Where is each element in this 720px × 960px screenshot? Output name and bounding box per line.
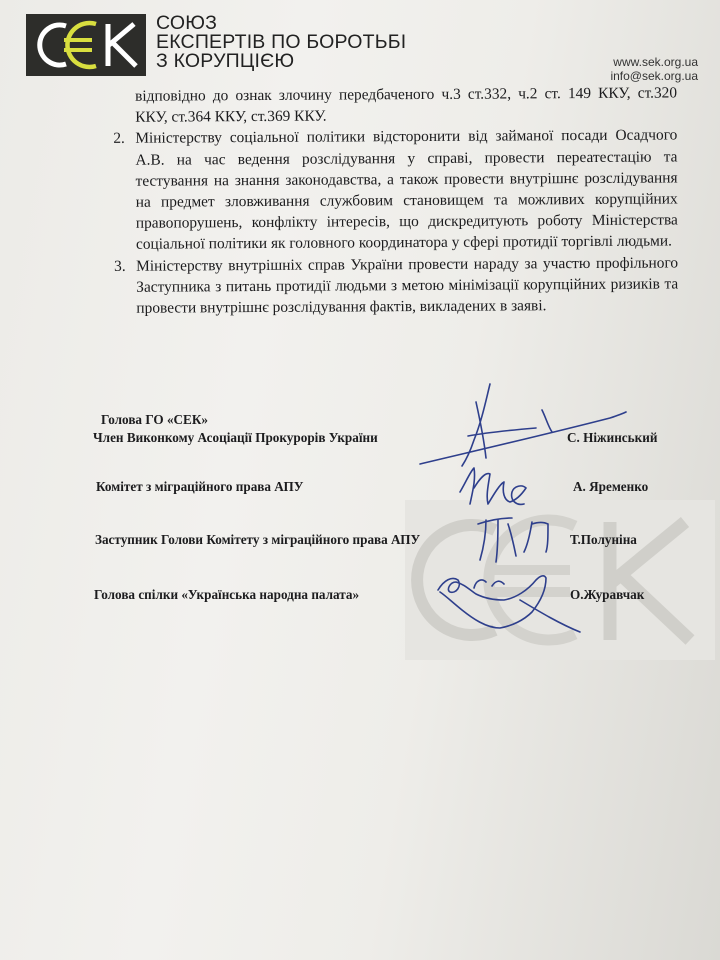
signature-3	[478, 518, 548, 562]
org-name-line: З КОРУПЦІЄЮ	[156, 50, 295, 72]
signature-2	[460, 468, 526, 504]
signatory-title: Член Виконкому Асоціації Прокурорів України	[93, 430, 378, 445]
continuation-paragraph: відповідно до ознак злочину передбаченого ч.3 ст.332, ч.2 ст. 149 ККУ, ст.320 ККУ, ст.364 ККУ, ст.369 ККУ.	[135, 84, 678, 126]
item-text: Міністерству соціальної політики відсторонити від займаної посади Осадчого А.В. на час ведення розслідування у справі, провести переатестацію та тестування на знання законодавства, а також провести внутрішнє розслідування на предмет зловживання службовим становищем та можливих корупційних правопорушень, конфлікту інтересів, що дискредитують роботу Міністерства соціальної політики як головного координатора у сфері протидії торгівлі людьми.	[135, 126, 678, 254]
signatory-title: Комітет з міграційного права АПУ	[96, 479, 304, 494]
signatory-name: А. Яременко	[573, 479, 649, 494]
signatory-name: С. Ніжинський	[567, 430, 658, 445]
signatory-title: Заступник Голови Комітету з міграційного права АПУ	[95, 532, 421, 547]
website-link[interactable]: www.sek.org.ua	[613, 55, 698, 69]
item-number: 3.	[114, 257, 126, 275]
signature-4	[438, 576, 580, 632]
signatory-title: Голова спілки «Українська народна палата»	[94, 587, 360, 602]
org-name-line: СОЮЗ	[156, 12, 218, 34]
signatory-name: Т.Полуніна	[570, 532, 637, 547]
item-number: 2.	[113, 130, 125, 148]
signatory-title: Голова ГО «СЕК»	[101, 412, 209, 427]
email-link[interactable]: info@sek.org.ua	[610, 69, 698, 83]
org-name-line: ЕКСПЕРТІВ ПО БОРОТЬБІ	[156, 31, 407, 53]
signature-1	[420, 384, 626, 466]
item-text: Міністерству внутрішніх справ України провести нараду за участю профільного Заступника з питань протидії людьми з метою мінімізації корупційних ризиків та провести внутрішнє розслідування фактів, викладених в заяві.	[136, 254, 679, 317]
signatory-name: О.Журавчак	[570, 587, 645, 602]
